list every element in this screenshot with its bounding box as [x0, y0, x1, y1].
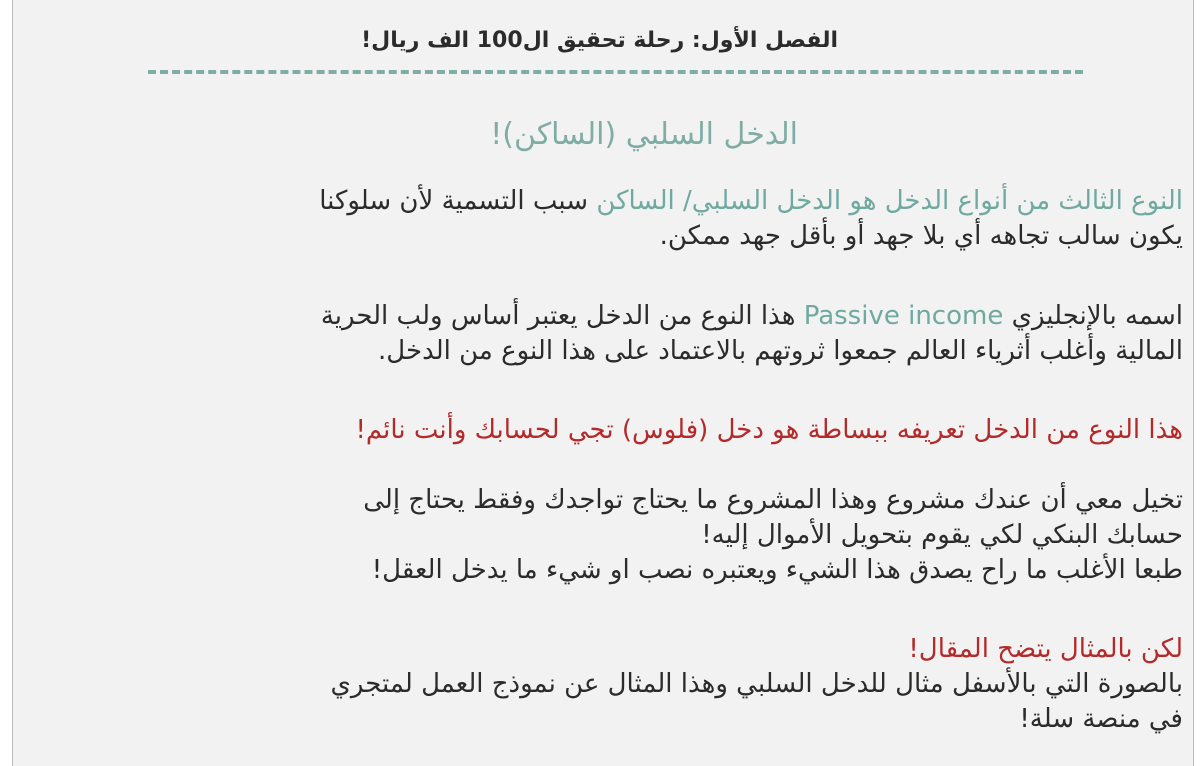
paragraph4-line2: حسابك البنكي لكي يقوم بتحويل الأموال إليه! — [701, 520, 1183, 550]
paragraph-english-name — [49, 299, 1183, 369]
paragraph-imagine — [49, 483, 1183, 588]
paragraph2-line2: المالية وأغلب أثرياء العالم جمعوا ثروتهم بالاعتماد على هذا النوع من الدخل. — [378, 336, 1183, 366]
paragraph-example — [49, 632, 1183, 737]
document-page — [12, 0, 1194, 766]
paragraph4-line1: تخيل معي أن عندك مشروع وهذا المشروع ما يحتاج تواجدك وفقط يحتاج إلى — [363, 485, 1183, 515]
chapter-header: الفصل الأول: رحلة تحقيق ال100 الف ريال! — [361, 28, 838, 53]
example-heading: لكن بالمثال يتضح المقال! — [908, 634, 1183, 664]
paragraph5-line2: في منصة سلة! — [1019, 704, 1183, 734]
section-title: الدخل السلبي (الساكن)! — [490, 117, 798, 152]
paragraph5-line1: بالصورة التي بالأسفل مثال للدخل السلبي وهذا المثال عن نموذج العمل لمتجري — [330, 669, 1183, 699]
paragraph2-after: هذا النوع من الدخل يعتبر أساس ولب الحرية — [320, 301, 804, 331]
paragraph4-line3: طبعا الأغلب ما راح يصدق هذا الشيء ويعتبره نصب او شيء ما يدخل العقل! — [371, 555, 1183, 585]
income-type-highlight: النوع الثالث من أنواع الدخل هو الدخل السلبي/ الساكن — [596, 186, 1183, 216]
paragraph2-before: اسمه بالإنجليزي — [1003, 301, 1183, 331]
dashed-divider — [148, 70, 1083, 74]
passive-income-term: Passive income — [803, 301, 1004, 331]
paragraph1-line2: يكون سالب تجاهه أي بلا جهد أو بأقل جهد ممكن. — [659, 221, 1183, 251]
paragraph1-line1 — [49, 184, 1183, 219]
paragraph-definition: هذا النوع من الدخل تعريفه ببساطة هو دخل (فلوس) تجي لحسابك وأنت نائم! — [355, 415, 1183, 445]
paragraph1-rest: سبب التسمية لأن سلوكنا — [319, 186, 597, 216]
paragraph2-line1 — [49, 299, 1183, 334]
paragraph-third-income-type — [49, 184, 1183, 254]
